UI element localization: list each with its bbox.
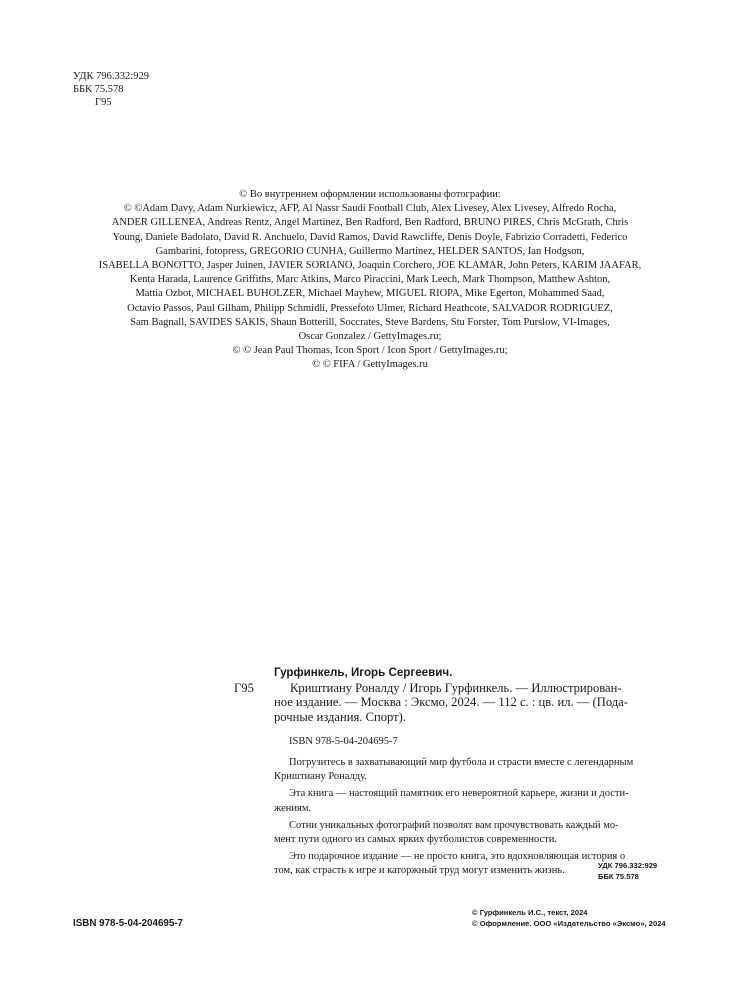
author-sign-code: Г95 (234, 680, 254, 695)
copyright-line: © Оформление. ООО «Издательство «Эксмо», 2024 (472, 918, 666, 928)
description-line: Криштиану Роналду / Игорь Гурфинкель. — Иллюстрирован- (290, 680, 622, 695)
bbk-code: ББК 75.578 (598, 871, 639, 881)
credits-line: ANDER GILLENEA, Andreas Rentz, Angel Martinez, Ben Radford, Ben Radford, BRUNO PIRES, Chris McGrath, Chris (111, 217, 629, 229)
annotation-paragraph (274, 787, 670, 815)
udk-footer-block (598, 861, 657, 882)
credits-line: Sam Bagnall, SAVIDES SAKIS, Shaun Botterill, Soccrates, Steve Bardens, Stu Forster, Tom Purslow, VI-Images, (130, 316, 610, 328)
credits-line: © © Jean Paul Thomas, Icon Sport / Icon Sport / GettyImages.ru; (232, 345, 508, 357)
annotation-line: Эта книга — настоящий памятник его невероятной карьере, жизни и дости- (289, 788, 629, 800)
description-line: рочные издания. Спорт). (274, 709, 407, 724)
udk-code: УДК 796.332:929 (598, 861, 658, 870)
udk-code: УДК 796.332:929 (73, 71, 149, 82)
copyright-line: © Гурфинкель И.С., текст, 2024 (472, 908, 588, 917)
title-line (234, 681, 670, 696)
credits-line: © Во внутреннем оформлении использованы фотографии: (239, 189, 501, 200)
annotation-line: Это подарочное издание — не просто книга, это вдохновляющая история о (289, 851, 626, 863)
copyright-block (472, 908, 666, 929)
photo-credits (68, 188, 672, 373)
annotation-paragraph (274, 819, 670, 847)
author-sign: Г95 (95, 97, 112, 108)
credits-line: Kenta Harada, Laurence Griffiths, Marc Atkins, Marco Piraccini, Mark Leech, Mark Thompson, Matthew Ashton, (129, 274, 611, 286)
credits-line: Gambarini, fotopress, GREGORIO CUNHA, Guillermo Martinez, HELDER SANTOS, Ian Hodgson, (155, 245, 585, 257)
isbn-record: ISBN 978-5-04-204695-7 (289, 736, 398, 747)
credits-line: ISABELLA BONOTTO, Jasper Juinen, JAVIER SORIANO, Joaquin Corchero, JOE KLAMAR, John Peters, KARIM JAAFAR, (98, 260, 642, 272)
description-line: ное издание. — Москва : Эксмо, 2024. — 112 с. : цв. ил. — (Пода- (274, 695, 628, 709)
credits-line: Mattia Ozbot, MICHAEL BUHOLZER, Michael Mayhew, MIGUEL RIOPA, Mike Egerton, Mohammed Saad, (135, 288, 605, 300)
author-name: Гурфинкель, Игорь Сергеевич. (274, 666, 453, 679)
annotation-line: жениям. (274, 802, 312, 814)
credits-line: Young, Daniele Badolato, David R. Anchuelo, David Ramos, David Rawcliffe, Denis Doyle, Fabrizio Corradetti, Federico (112, 231, 628, 243)
annotation-line: Криштиану Роналду. (274, 771, 367, 783)
bbk-code: ББК 75.578 (73, 84, 124, 95)
credits-line: Octavio Passos, Paul Gilham, Philipp Schmidli, Pressefoto Ulmer, Richard Heathcote, SALVADOR RODRIGUEZ, (127, 302, 613, 314)
udk-header-block (73, 70, 149, 109)
credits-line: © © FIFA / GettyImages.ru (312, 359, 428, 371)
annotation-line: том, как страсть к игре и каторжный труд могут изменить жизнь. (274, 865, 565, 877)
isbn-footer: ISBN 978-5-04-204695-7 (73, 918, 184, 929)
credits-line: Oscar Gonzalez / GettyImages.ru; (298, 331, 442, 343)
annotation-line: Погрузитесь в захватывающий мир футбола и страсти вместе с легендарным (289, 757, 634, 768)
annotation-line: Сотни уникальных фотографий позволят вам прочувствовать каждый мо- (289, 819, 619, 831)
bibliographic-record (234, 666, 670, 724)
annotation-line: мент пути одного из самых ярких футболистов современности. (274, 834, 557, 846)
annotation-paragraph (274, 756, 670, 784)
credits-line: © ©Adam Davy, Adam Nurkiewicz, AFP, Al Nassr Saudi Football Club, Alex Livesey, Alex Livesey, Alfredo Rocha, (123, 203, 617, 215)
